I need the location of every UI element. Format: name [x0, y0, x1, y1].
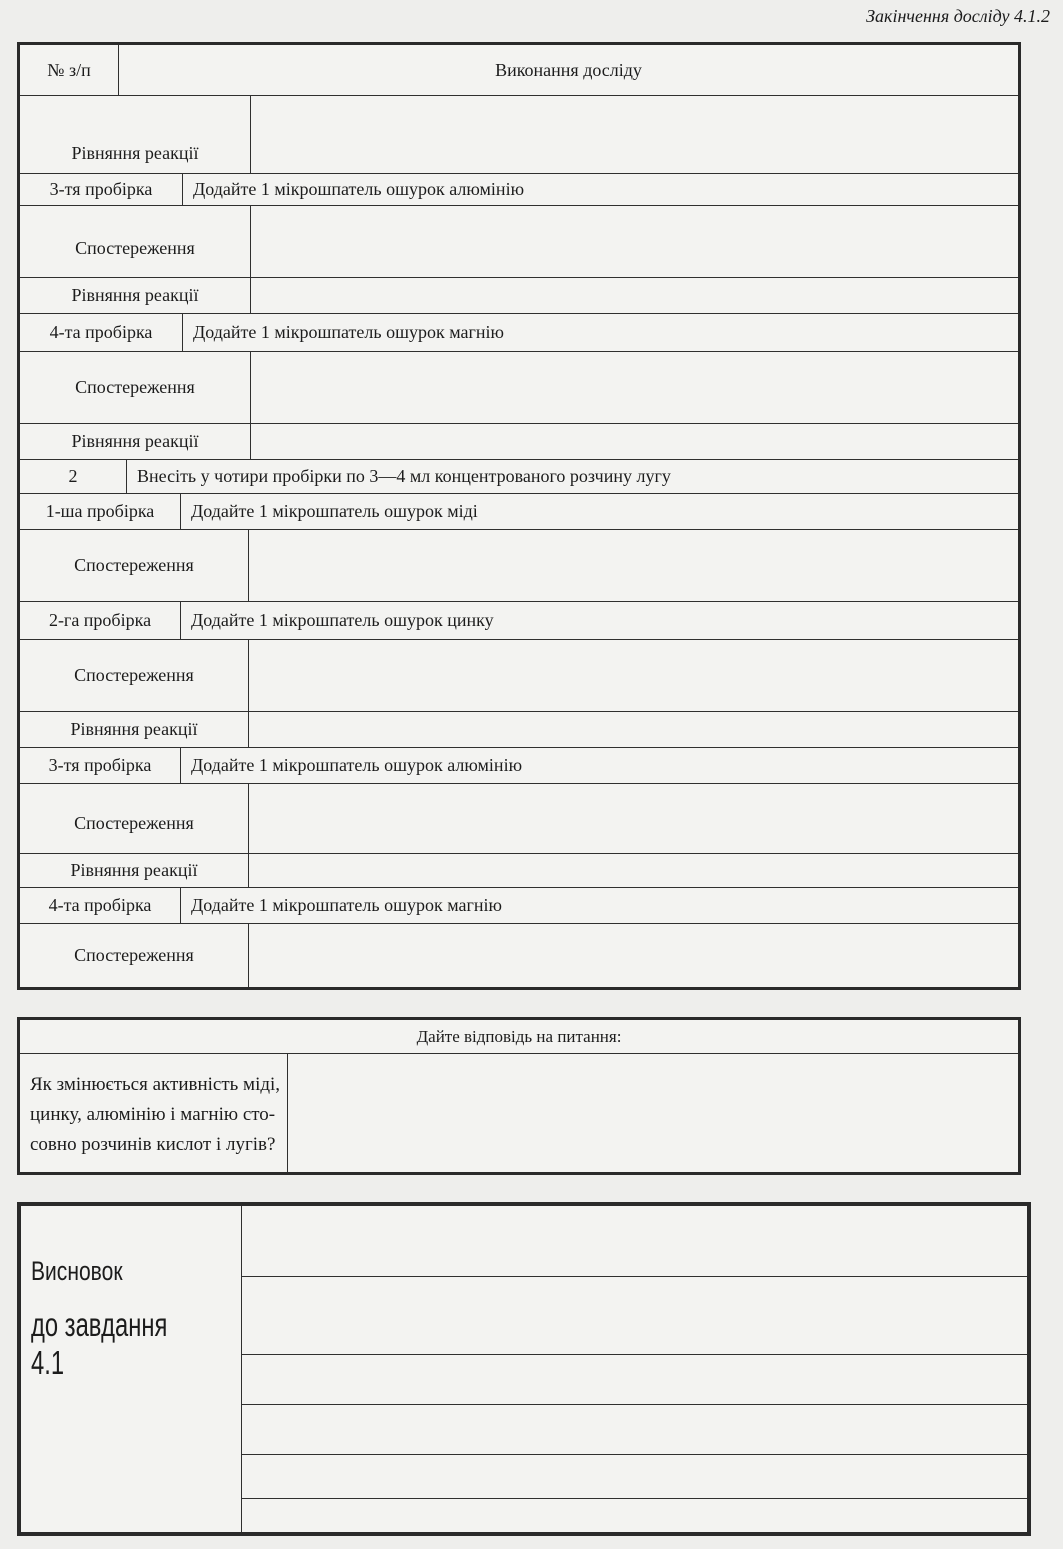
experiment-table: [17, 42, 1021, 990]
table-row: [20, 712, 1018, 748]
answer-cell[interactable]: [250, 96, 1018, 173]
instruction-text: Додайте 1 мікрошпатель ошурок алюмінію: [180, 748, 1018, 783]
observation-label: Спостереження: [74, 813, 194, 833]
table-row: [20, 784, 1018, 854]
observation-label: Спостереження: [74, 665, 194, 685]
tube-label: 3-тя пробірка: [49, 179, 153, 199]
table-row: [20, 640, 1018, 712]
table-row: [20, 352, 1018, 424]
answer-line[interactable]: [242, 1404, 1027, 1405]
conclusion-box: [17, 1202, 1031, 1536]
conclusion-label: [21, 1206, 242, 1532]
answer-cell[interactable]: [250, 206, 1018, 277]
page-title: Закінчення досліду 4.1.2: [866, 6, 1050, 26]
table-row: [20, 96, 1018, 174]
instruction-text: Додайте 1 мікрошпатель ошурок алюмінію: [182, 174, 1018, 205]
observation-label: Спостереження: [74, 555, 194, 575]
instruction-text: Додайте 1 мікрошпатель ошурок магнію: [180, 888, 1018, 923]
answer-cell[interactable]: [248, 854, 1018, 887]
conclusion-subtitle: до завдання 4.1: [31, 1306, 168, 1381]
answer-field[interactable]: [288, 1054, 1018, 1172]
table-row: [20, 174, 1018, 206]
conclusion-title: Висновок: [31, 1256, 123, 1286]
table-row: [20, 530, 1018, 602]
tube-label: 2-га пробірка: [48, 610, 152, 630]
tube-label: 4-та пробірка: [49, 322, 153, 342]
observation-label: Спостереження: [75, 377, 195, 397]
equation-label: Рівняння реакції: [71, 431, 199, 451]
header-exec-label: Виконання досліду: [118, 45, 1018, 95]
equation-label: Рівняння реакції: [70, 719, 198, 739]
table-row: [20, 314, 1018, 352]
question-box: [17, 1017, 1021, 1175]
table-row: [20, 460, 1018, 494]
table-row: [20, 424, 1018, 460]
question-header: Дайте відповідь на питання:: [20, 1020, 1018, 1054]
instruction-text: Додайте 1 мікрошпатель ошурок цинку: [180, 602, 1018, 639]
table-row: [20, 278, 1018, 314]
observation-label: Спостереження: [74, 945, 194, 965]
tube-label: 3-тя пробірка: [48, 755, 152, 775]
table-row: [20, 602, 1018, 640]
table-row: [20, 206, 1018, 278]
answer-cell[interactable]: [248, 924, 1018, 987]
question-line: цинку, алюмінію і магнію сто-: [30, 1104, 276, 1125]
answer-cell[interactable]: [248, 712, 1018, 747]
answer-cell[interactable]: [250, 352, 1018, 423]
question-text: [20, 1054, 288, 1172]
section-instruction: Внесіть у чотири пробірки по 3—4 мл концентрованого розчину лугу: [126, 460, 1018, 493]
table-row: [20, 888, 1018, 924]
section-number: 2: [68, 466, 78, 486]
table-row: [20, 854, 1018, 888]
answer-cell[interactable]: [250, 424, 1018, 459]
table-row: [20, 748, 1018, 784]
question-line: Як змінюється активність міді,: [30, 1074, 281, 1095]
answer-cell[interactable]: [248, 640, 1018, 711]
equation-label: Рівняння реакції: [70, 860, 198, 880]
tube-label: 1-ша пробірка: [45, 501, 155, 521]
header-num-label: № з/п: [47, 59, 91, 80]
table-row: [20, 924, 1018, 987]
answer-cell[interactable]: [250, 278, 1018, 313]
answer-line[interactable]: [242, 1454, 1027, 1455]
instruction-text: Додайте 1 мікрошпатель ошурок міді: [180, 494, 1018, 529]
answer-cell[interactable]: [248, 530, 1018, 601]
equation-label: Рівняння реакції: [71, 143, 199, 163]
answer-line[interactable]: [242, 1354, 1027, 1355]
instruction-text: Додайте 1 мікрошпатель ошурок магнію: [182, 314, 1018, 351]
answer-line[interactable]: [242, 1276, 1027, 1277]
tube-label: 4-та пробірка: [48, 895, 152, 915]
table-header-row: [20, 45, 1018, 96]
equation-label: Рівняння реакції: [71, 285, 199, 305]
answer-cell[interactable]: [248, 784, 1018, 853]
question-line: совно розчинів кислот і лугів?: [30, 1134, 276, 1155]
observation-label: Спостереження: [75, 238, 195, 258]
answer-line[interactable]: [242, 1498, 1027, 1499]
table-row: [20, 494, 1018, 530]
